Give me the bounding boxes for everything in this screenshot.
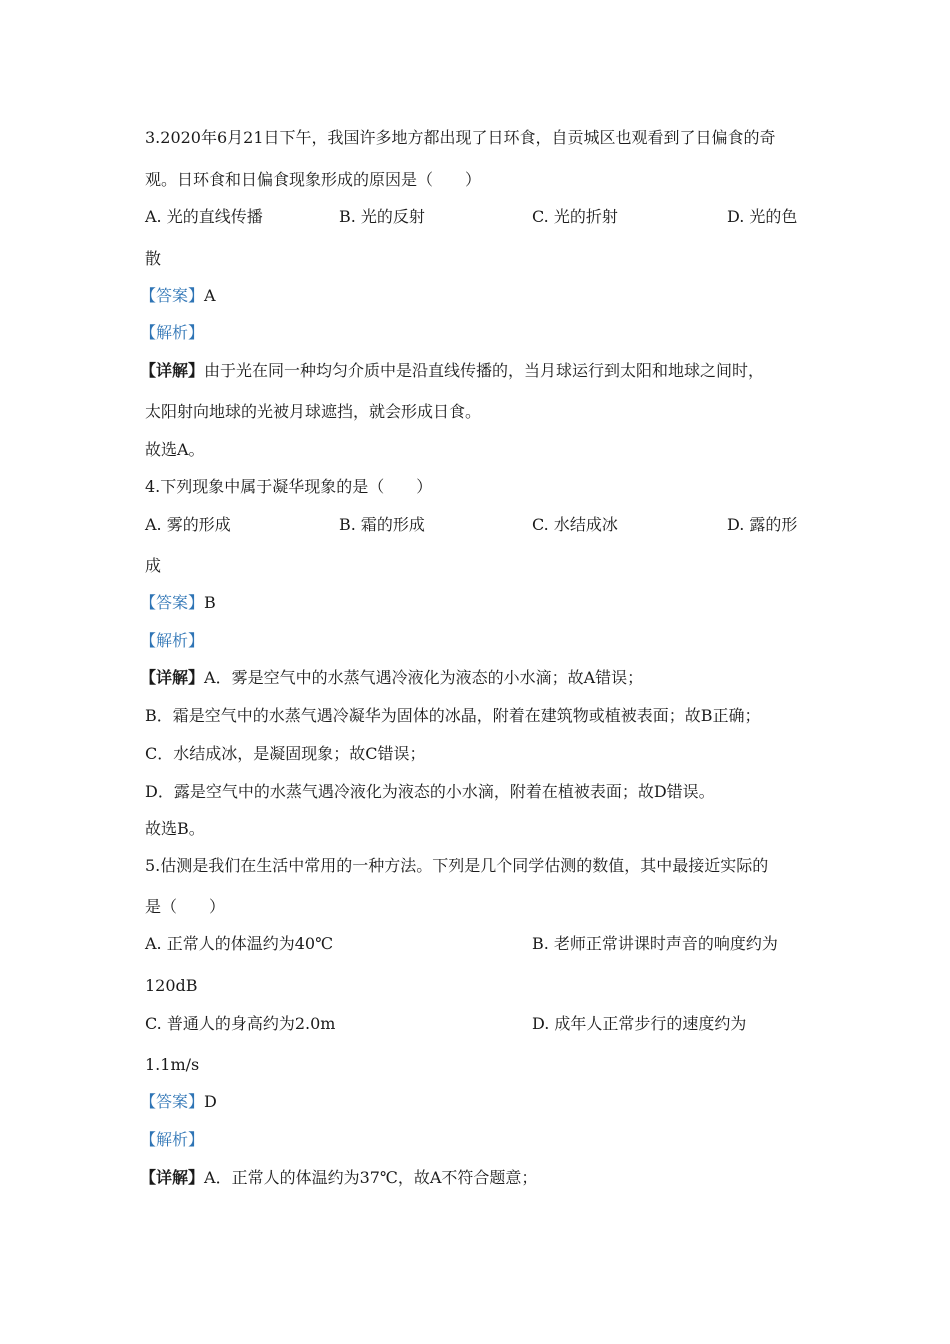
answer-value: D <box>204 1092 217 1111</box>
q5-option-b-wrap: 120dB <box>145 976 198 995</box>
detail-tag: 【详解】 <box>140 361 205 380</box>
q4-option-b: B. 霜的形成 <box>339 515 425 534</box>
q4-conclusion: 故选B。 <box>145 819 205 838</box>
q5-analysis-tag: 【解析】 <box>140 1130 205 1149</box>
q4-option-d: D. 露的形 <box>727 515 798 534</box>
q5-stem-line-1: 5.估测是我们在生活中常用的一种方法。下列是几个同学估测的数值，其中最接近实际的 <box>145 856 769 875</box>
q3-conclusion: 故选A。 <box>145 440 205 459</box>
detail-tag: 【详解】 <box>140 668 205 687</box>
answer-value: A <box>204 286 216 305</box>
q4-analysis-tag: 【解析】 <box>140 631 205 650</box>
q5-answer <box>140 1091 217 1113</box>
q3-answer <box>140 285 216 307</box>
q3-stem-line-1: 3.2020年6月21日下午，我国许多地方都出现了日环食，自贡城区也观看到了日偏食的奇 <box>145 128 776 147</box>
q5-option-d: D. 成年人正常步行的速度约为 <box>532 1014 747 1033</box>
q4-detail-line-4: D．露是空气中的水蒸气遇冷液化为液态的小水滴，附着在植被表面；故D错误。 <box>145 782 715 801</box>
answer-tag: 【答案】 <box>140 1092 205 1111</box>
q3-detail-line-1 <box>140 360 764 382</box>
q4-detail-line-1 <box>140 667 643 689</box>
q3-detail-line-2: 太阳射向地球的光被月球遮挡，就会形成日食。 <box>145 402 482 421</box>
q5-detail-line-1 <box>140 1167 537 1189</box>
q5-option-b: B. 老师正常讲课时声音的响度约为 <box>532 934 778 953</box>
answer-tag: 【答案】 <box>140 286 205 305</box>
q4-option-c: C. 水结成冰 <box>532 515 618 534</box>
q4-detail-line-2: B．霜是空气中的水蒸气遇冷凝华为固体的冰晶，附着在建筑物或植被表面；故B正确； <box>145 706 761 725</box>
q3-option-b: B. 光的反射 <box>339 207 425 226</box>
q5-option-d-wrap: 1.1m/s <box>145 1055 200 1074</box>
q3-option-c: C. 光的折射 <box>532 207 618 226</box>
q4-option-a: A. 雾的形成 <box>145 515 231 534</box>
q3-stem-line-2: 观。日环食和日偏食现象形成的原因是（ ） <box>145 170 482 189</box>
detail-text: 由于光在同一种均匀介质中是沿直线传播的，当月球运行到太阳和地球之间时， <box>204 361 765 380</box>
detail-tag: 【详解】 <box>140 1168 205 1187</box>
q5-option-a: A. 正常人的体温约为40℃ <box>145 934 333 953</box>
q5-option-c: C. 普通人的身高约为2.0m <box>145 1014 336 1033</box>
q4-option-d-wrap: 成 <box>145 556 162 575</box>
q3-option-d-wrap: 散 <box>145 249 162 268</box>
detail-text: A．雾是空气中的水蒸气遇冷液化为液态的小水滴；故A错误； <box>204 668 644 687</box>
q4-stem-line-1: 4.下列现象中属于凝华现象的是（ ） <box>145 477 433 496</box>
detail-text: A．正常人的体温约为37℃，故A不符合题意； <box>204 1168 538 1187</box>
q4-detail-line-3: C．水结成冰，是凝固现象；故C错误； <box>145 744 426 763</box>
answer-tag: 【答案】 <box>140 593 205 612</box>
q3-analysis-tag: 【解析】 <box>140 323 205 342</box>
q3-option-d: D. 光的色 <box>727 207 798 226</box>
q3-option-a: A. 光的直线传播 <box>145 207 263 226</box>
q5-stem-line-2: 是（ ） <box>145 897 226 916</box>
q4-answer <box>140 592 216 614</box>
answer-value: B <box>204 593 216 612</box>
